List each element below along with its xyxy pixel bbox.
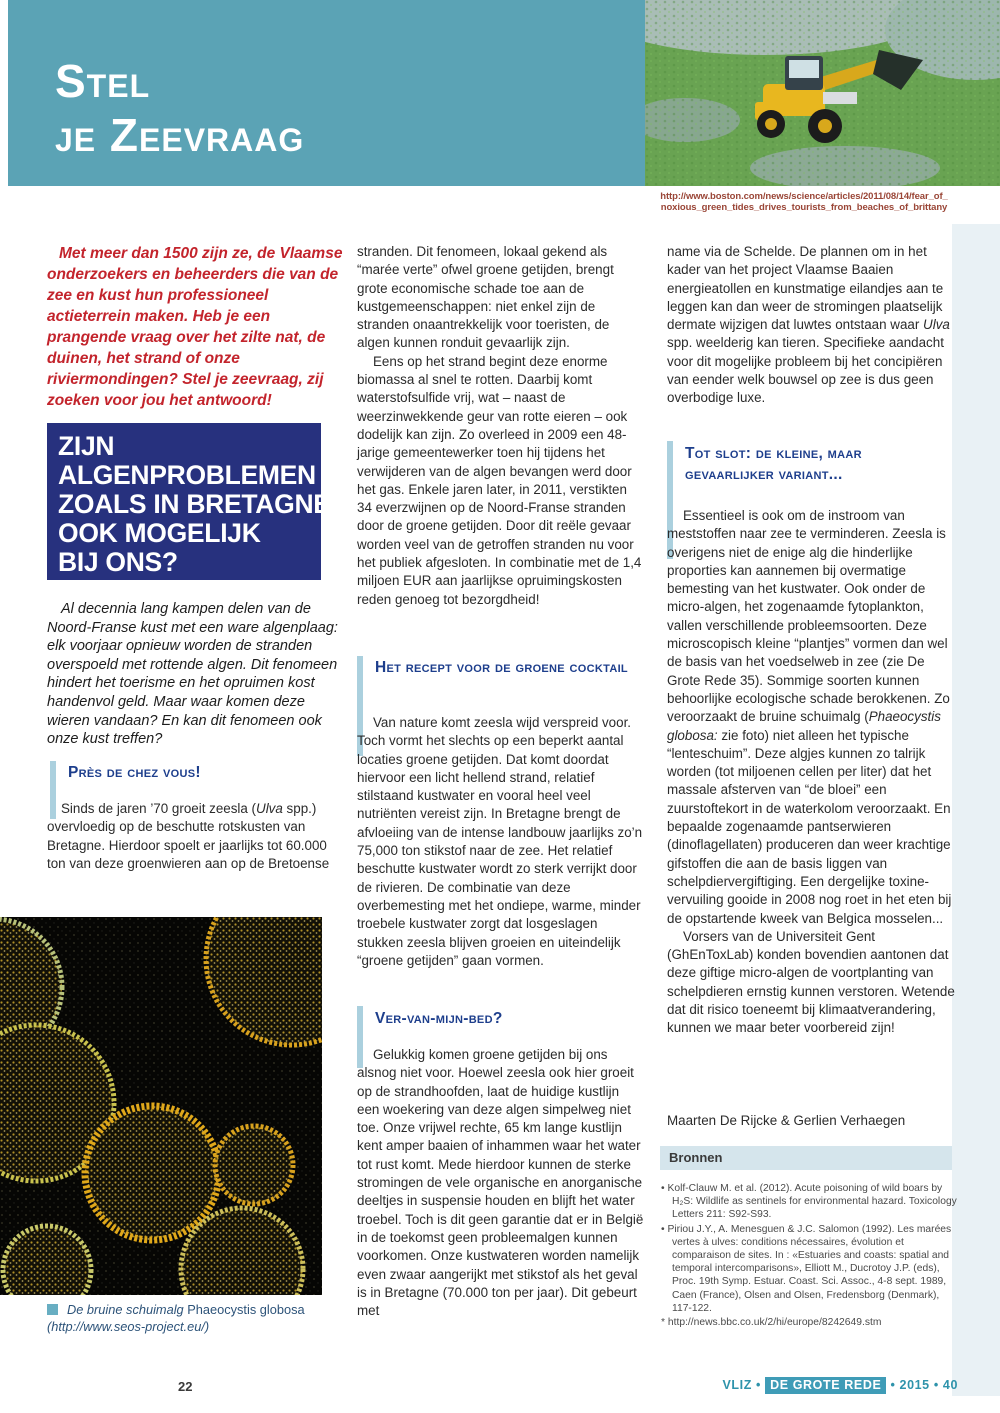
page-title-line2: je Zeevraag (55, 109, 305, 161)
middle-column-paragraph: Gelukkig komen groene getijden bij ons alsnog niet voor. Hoewel zeesla ook hier groeit op de strandhoofden, laat de huidige kustlijn een woekering van deze algen simpelweg niet toe. Onze vrijwel rechte, 65 km lange kustlijn kent amper baaien of inhammen waar het water tot rust komt. Mede hierdoor kunnen de sterke stromingen de vele organische en anorganische deeltjes in suspensie houden en blijft het water troebel. Toch is dit geen garantie dat er in België in de toekomst geen probleemalgen kunnen voorkomen. Onze kustwateren worden namelijk even zwaar aangerijkt met stikstof als het geval is in Bretagne (70.000 ton per jaar). Dit gebeurt met (357, 1047, 644, 1319)
footer-brand: VLIZ (722, 1378, 752, 1392)
page-edge-strip (952, 224, 1000, 1396)
references-list (661, 1182, 959, 1330)
page-number: 22 (178, 1379, 193, 1394)
footer-separator: • (890, 1378, 896, 1392)
section-title-pres-de-chez-vous: Près de chez vous! (68, 764, 201, 781)
section-title-recept-groene-cocktail: Het recept voor de groene cocktail (375, 659, 628, 676)
green-tide-tractor-photo (645, 0, 1000, 186)
author-byline: Maarten De Rijcke & Gerlien Verhaegen (667, 1113, 906, 1128)
right-column-paragraph: name via de Schelde. De plannen om in het kader van het project Vlaamse Baaien energieatollen en kunstmatige eilandjes aan te leggen kan dan weer de stromingen plaatselijk dermate wijzigen dat luwtes ontstaan waar Ulva spp. weelderig kan tieren. Specifieke aandacht voor dit mogelijke probleem bij het concipiëren van eender welk bouwsel op zee is dus geen overbodige luxe. (667, 244, 950, 406)
header-photo-credit: http://www.boston.com/news/science/articles/2011/08/14/fear_of_ noxious_green_tides_drives_tourists_from_beaches_of_brittany (660, 191, 948, 213)
middle-column-paragraphs: stranden. Dit fenomeen, lokaal gekend als “marée verte” ofwel groene getijden, brengt grote economische schade toe aan de kustgemeenschappen: niet enkel zijn de stranden onaantrekkelijk voor toeristen, de algen kunnen ronduit gevaarlijk zijn. Eens op het strand begint deze enorme biomassa al snel te rotten. Daarbij komt waterstofsulfide vrij, wat – naast de weerzinwekkende geur van rotte eieren – ook dodelijk kan zijn. Zo overleed in 2009 een 48-jarige gemeentewerker toen hij tijdens het verwijderen van de algen bevangen werd door het gas. Enkele jaren later, in 2011, verstikten 34 everzwijnen op de Noord-Franse stranden door de groene getijden. Door dit reële gevaar worden veel van de getroffen stranden nu voor het publiek afgesloten. In combinatie met de 1,4 miljoen EUR aan jaarlijkse opruimingskosten reden genoeg tot bezorgdheid! (357, 244, 642, 607)
page-title-line1: Stel (55, 55, 151, 107)
section-title-ver-van-mijn-bed: Ver-van-mijn-bed? (375, 1010, 503, 1027)
middle-column-paragraph: Van nature komt zeesla wijd verspreid voor. Toch vormt het slechts op een beperkt aantal locaties groene getijden. Dat komt doordat hiervoor een licht hellend strand, relatief stilstaand kustwater en vooral heel veel nutriënten vereist zijn. In Bretagne brengt de afvloeiing van de intense landbouw jaarlijks zo’n 75,000 ton stikstof naar de zee. Het relatief beschutte kustwater wordt zo sterk verrijkt door de rivieren. De combinatie van deze overbemesting met het ondiepe, warme, minder troebele kustwater zorgt dat losgeslagen stukken zeesla blijven groeien en uiteindelijk “groene getijden” gaan vormen. (357, 715, 643, 968)
footer-journal-line (620, 1378, 958, 1392)
footer-magazine-chip: DE GROTE REDE (765, 1377, 886, 1394)
right-column-paragraphs: Essentieel is ook om de instroom van meststoffen naar zee te verminderen. Zeesla is overigens niet de enige alg die hinderlijke proporties kan aannemen bij overmatige bemesting van het kustwater. Ook onder de micro-algen, het zogenaamde fytoplankton, vallen verschillende probleemsoorten. Deze microscopisch kleine “plantjes” vormen dan wel de basis van het voedselweb in zee (zie De Grote Rede 35). Sommige soorten kunnen behoorlijke ecologische schade berokkenen. Zo veroorzaakt de bruine schuimalg (Phaeocystis globosa: zie foto) niet alleen het typische “lenteschuim”. Deze algjes kunnen zo talrijk worden (tot miljoenen cellen per liter) dat het massale afsterven van “de bloei” een zuurstoftekort in de waterkolom veroorzaakt. En bepaalde zogenaamde pantserwieren (dinoflagellaten) produceren dan weer krachtige gifstoffen die aan de basis liggen van schelpdiervergiftiging. Een dergelijke toxine-vervuiling gooide in 2008 nog roet in het eten bij de opstartende kweek van Belgica mosselen... Vorsers van de Universiteit Gent (GhEnToxLab) konden bovendien aantonen dat deze giftige micro-algen de voortplanting van schelpdieren ernstig kunnen verstoren. Wetende dat dit risico toeneemt bij klimaatverandering, kunnen we maar beter voorbereid zijn! (667, 508, 955, 1036)
reference-item: • Kolf-Clauw M. et al. (2012). Acute poisoning of wild boars by H₂S: Wildlife as sentinels for environmental hazard. Toxicology Letters 211: S92-S93. (661, 1183, 957, 1221)
algae-photo-caption: De bruine schuimalg Phaeocystis globosa (http://www.seos-project.eu/) (47, 1302, 305, 1334)
footer-year: 2015 (899, 1378, 930, 1392)
page-title (55, 54, 304, 162)
footer-separator: • (933, 1378, 939, 1392)
caption-square-icon (47, 1304, 58, 1315)
section-title-tot-slot: Tot slot: de kleine, maar gevaarlijker variant... (685, 445, 862, 483)
left-column-paragraph: Sinds de jaren ’70 groeit zeesla (Ulva spp.) overvloedig op de beschutte rotskusten van Bretagne. Hierdoor spoelt er jaarlijks tot 60.000 ton van deze groenwieren aan op de Bretoense (47, 801, 330, 871)
reference-item: * http://news.bbc.co.uk/2/hi/europe/8242649.stm (661, 1317, 882, 1329)
sources-header-band (660, 1146, 952, 1170)
article-headline: ZIJN ALGENPROBLEMEN ZOALS IN BRETAGNE OOK MOGELIJK BIJ ONS? (47, 423, 321, 580)
intro-paragraph: Met meer dan 1500 zijn ze, de Vlaamse onderzoekers en beheerders die van de zee en kust hun professioneel actieterrein maken. Heb je een prangende vraag over het zilte nat, de duinen, het strand of onze riviermondingen? Stel je zeevraag, zij zoeken voor jou het antwoord! (47, 245, 343, 409)
lead-paragraph: Al decennia lang kampen delen van de Noord-Franse kust met een ware algenplaag: elk voorjaar opnieuw worden de stranden overspoeld met rottende algen. Dit fenomeen hindert het toerisme en het opruimen kost handenvol geld. Maar waar komen deze wieren vandaan? En kan dit fenomeen ook onze kust treffen? (47, 601, 338, 748)
footer-separator: • (756, 1378, 762, 1392)
footer-issue: 40 (942, 1378, 958, 1392)
reference-item: • Piriou J.Y., A. Menesguen & J.C. Salomon (1992). Les marées vertes à ulves: conditions nécessaires, évolution et comparaison de sites. In : «Estuaries and coasts: spatial and temporal intercomparisons», Elliott M., Ducrotoy J.P. (eds), Proc. 19th Symp. Estuar. Coast. Sci. Assoc., 4-8 sept. 1989, Caen (France), Olsen and Olsen, Fredensborg (Denmark), 117-122. (661, 1223, 952, 1314)
sources-title: Bronnen (669, 1150, 723, 1165)
phaeocystis-globosa-photo (0, 917, 322, 1295)
caption-url: (http://www.seos-project.eu/) (47, 1319, 210, 1334)
